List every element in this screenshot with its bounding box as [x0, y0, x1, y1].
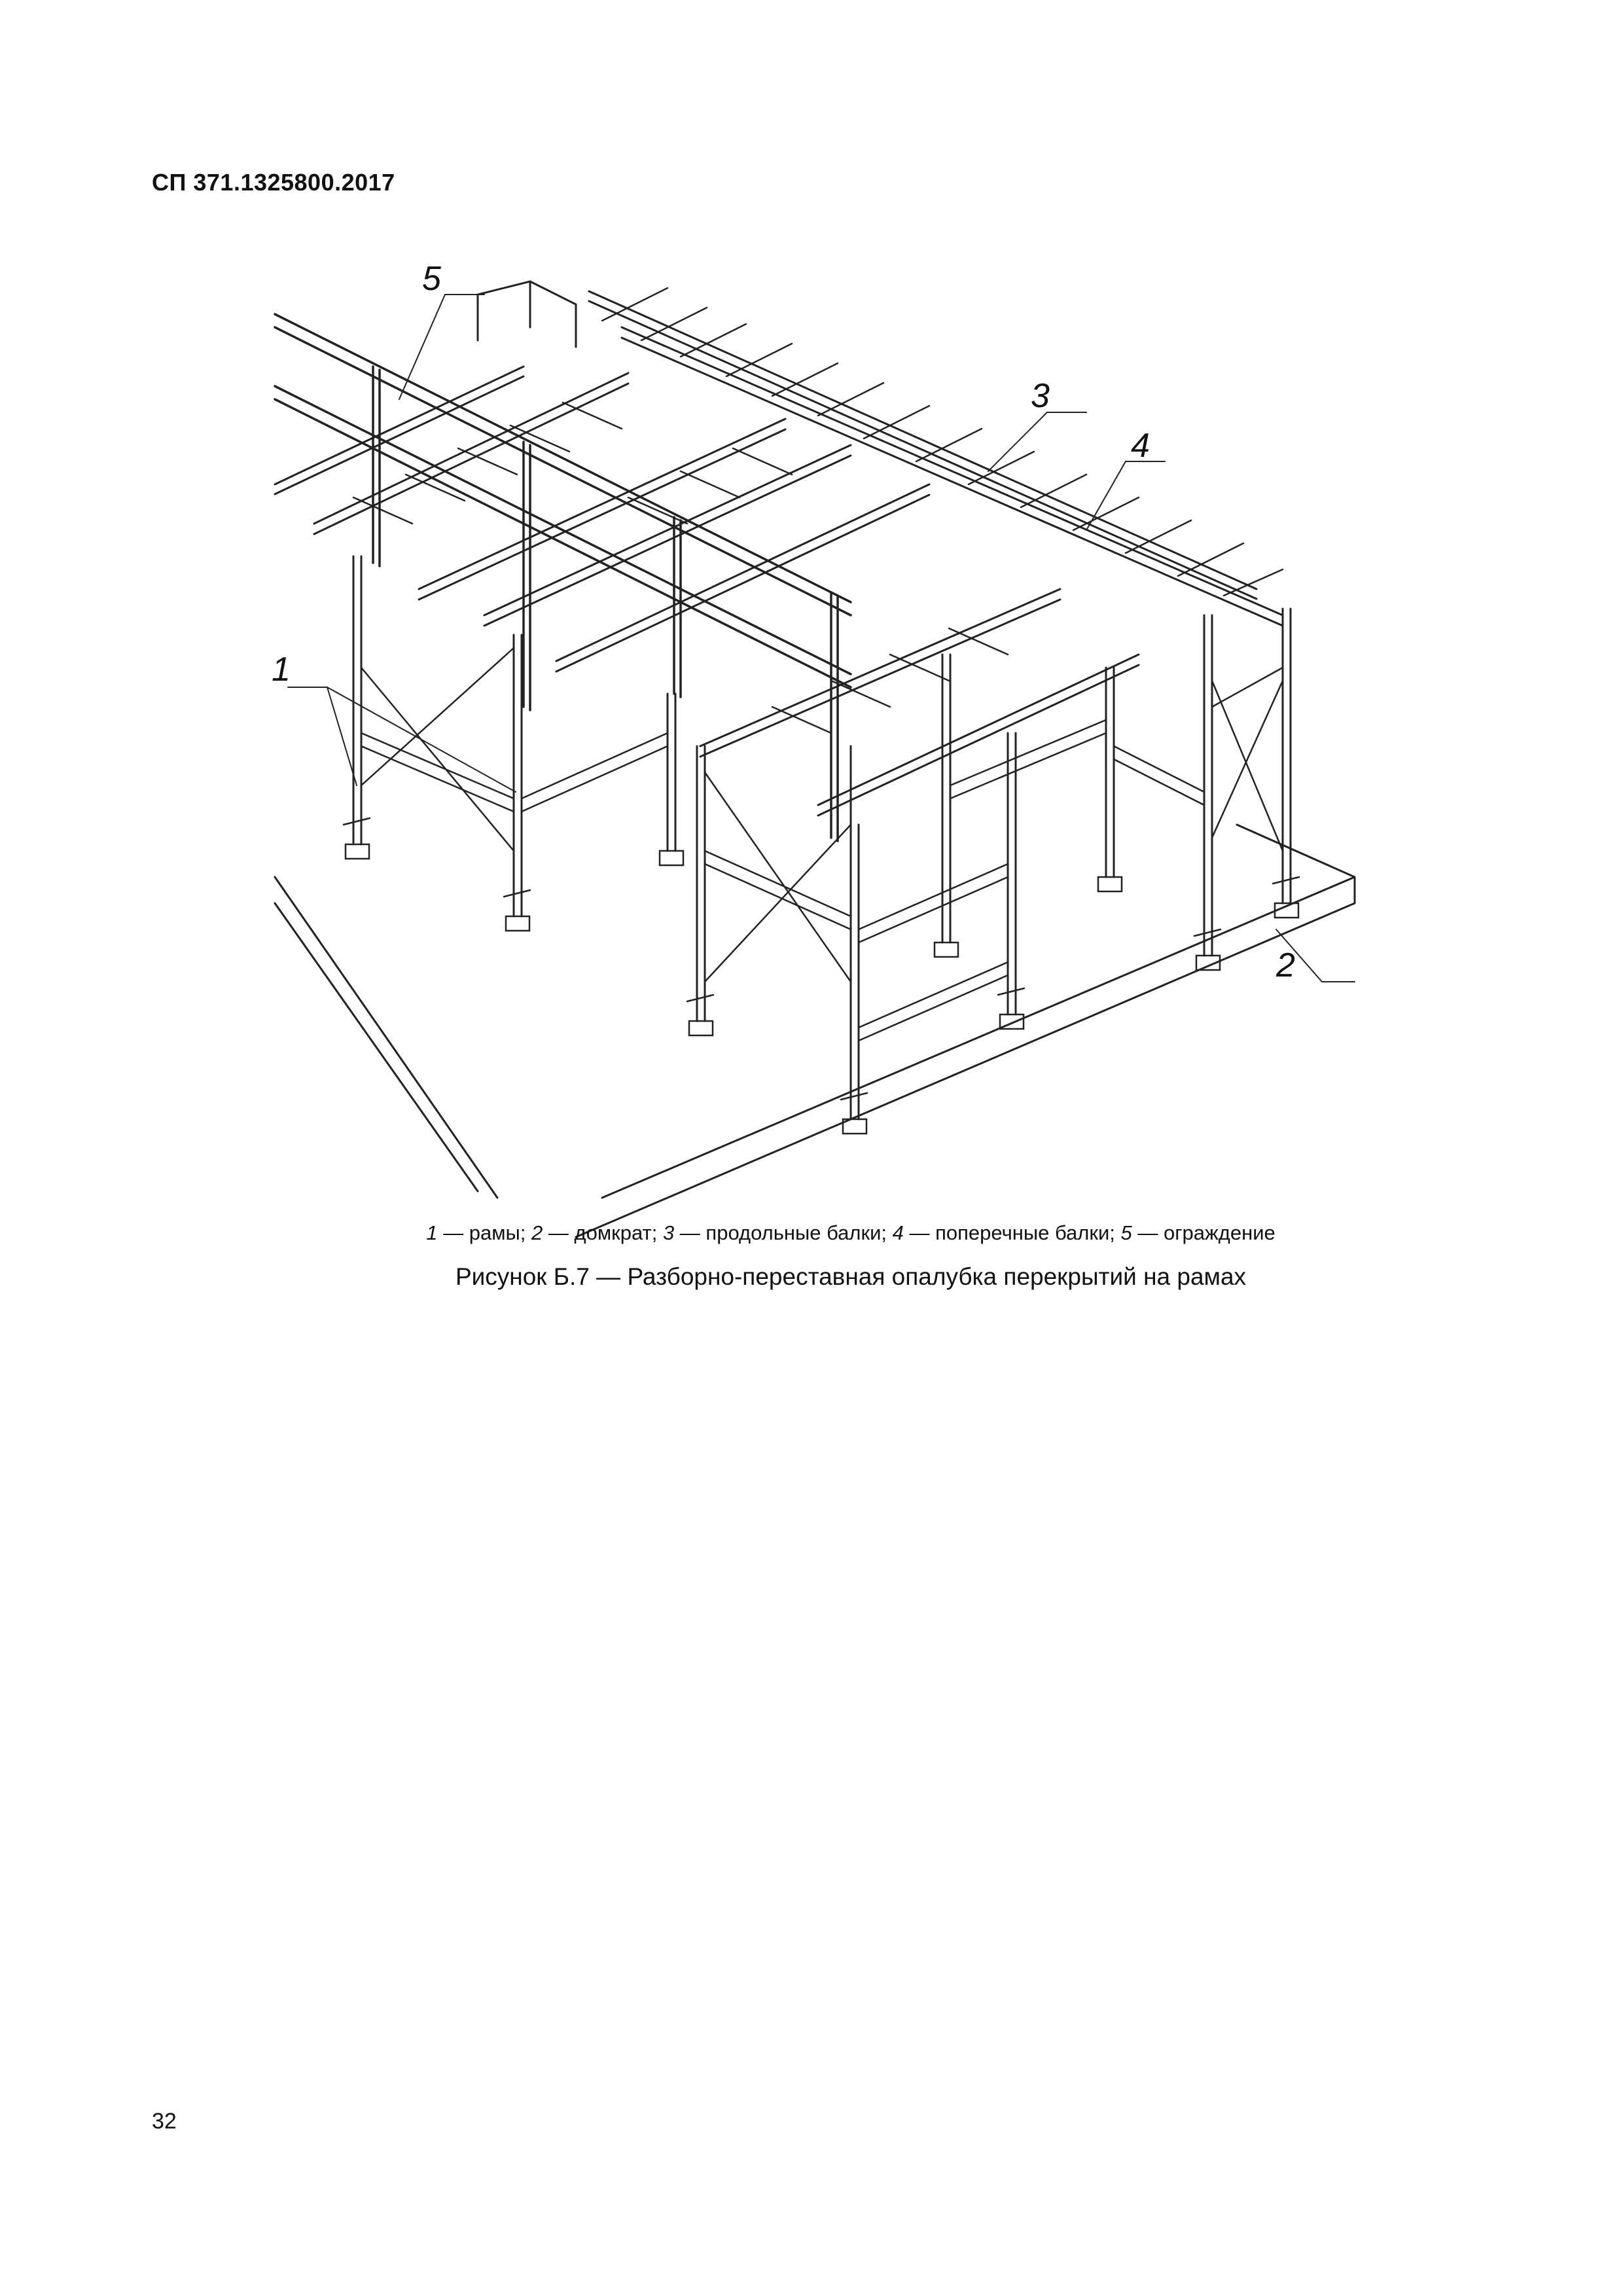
frame-bracing	[361, 648, 1283, 1041]
figure-caption: Рисунок Б.7 — Разборно-переставная опалубка перекрытий на рамах	[455, 1263, 1247, 1290]
legend-text-5: — ограждение	[1132, 1221, 1275, 1244]
callout-3: 3	[1031, 377, 1050, 415]
leader-lines	[288, 295, 1355, 982]
deck-box	[478, 281, 576, 347]
callout-5: 5	[422, 260, 441, 298]
callout-2: 2	[1276, 946, 1295, 984]
legend-text-3: — продольные балки;	[674, 1221, 893, 1244]
legend-num-3: 3	[662, 1221, 675, 1244]
page-number: 32	[152, 2109, 177, 2134]
legend-num-1: 1	[426, 1221, 438, 1244]
base-slab	[275, 825, 1355, 1237]
callout-4: 4	[1131, 427, 1150, 465]
longitudinal-beams	[275, 291, 1283, 816]
legend-num-4: 4	[892, 1221, 904, 1244]
document-code: СП 371.1325800.2017	[152, 169, 395, 196]
figure-legend	[0, 1221, 1623, 1245]
formwork-figure	[272, 249, 1374, 1191]
jacks	[344, 818, 1299, 1134]
frames	[353, 556, 1291, 1119]
legend-text-2: — домкрат;	[543, 1221, 663, 1244]
callout-1: 1	[272, 651, 291, 689]
legend-num-2: 2	[531, 1221, 543, 1244]
legend-text-1: — рамы;	[437, 1221, 532, 1244]
formwork-drawing	[272, 249, 1374, 1191]
legend-text-4: — поперечные балки;	[903, 1221, 1121, 1244]
legend-num-5: 5	[1120, 1221, 1132, 1244]
